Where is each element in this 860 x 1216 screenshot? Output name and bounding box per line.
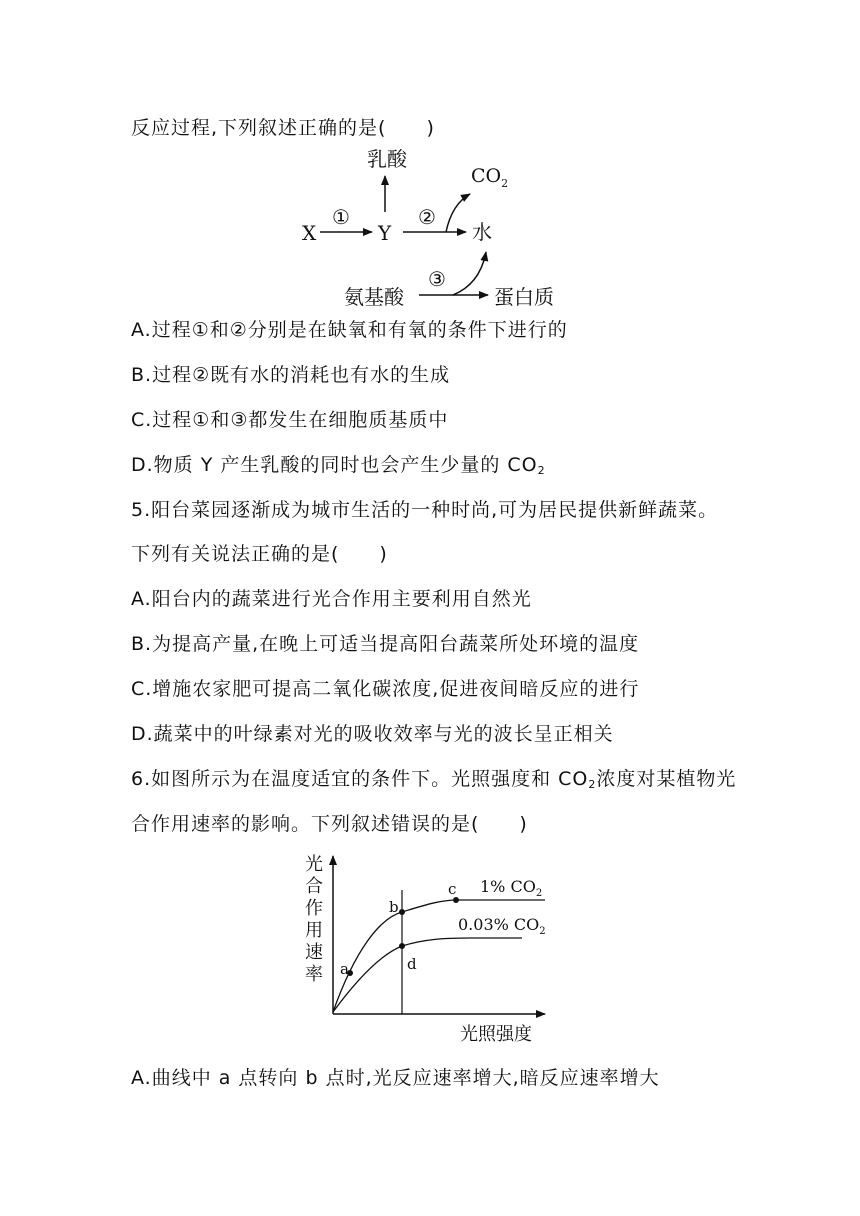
point-d-label: d <box>407 955 417 973</box>
lactic-acid-label: 乳酸 <box>367 147 407 171</box>
q6-stem-line1: 6.如图所示为在温度适宜的条件下。光照强度和 $CO_2$浓度对某植物光 <box>131 768 737 791</box>
co2-label: $CO_2$ <box>471 165 509 190</box>
y-axis-label-3: 作 <box>305 898 323 919</box>
q4-stem: 反应过程,下列叙述正确的是( ) <box>131 117 435 139</box>
y-label: Y <box>378 221 392 245</box>
y-axis-label-5: 速 <box>305 942 323 963</box>
y-axis-label-6: 率 <box>305 964 323 985</box>
point-d <box>399 943 405 949</box>
q4-option-c: C.过程①和③都发生在细胞质基质中 <box>131 409 449 431</box>
point-b-label: b <box>389 898 399 916</box>
amino-acid-label: 氨基酸 <box>344 285 404 309</box>
q4-option-d: D.物质 Y 产生乳酸的同时也会产生少量的 $CO_2$ <box>131 454 546 477</box>
q6-option-a: A.曲线中 a 点转向 b 点时,光反应速率增大,暗反应速率增大 <box>131 1067 660 1089</box>
water-label: 水 <box>472 220 492 244</box>
photosynthesis-chart <box>0 850 860 1050</box>
step-3-label: ③ <box>428 267 446 291</box>
q5-option-c: C.增施农家肥可提高二氧化碳浓度,促进夜间暗反应的进行 <box>131 678 640 700</box>
q5-stem-line2: 下列有关说法正确的是( ) <box>131 543 388 565</box>
metabolism-diagram <box>0 142 860 312</box>
point-a-label: a <box>340 960 349 978</box>
arrow-to-water <box>453 252 486 295</box>
point-b <box>399 909 405 915</box>
q6-stem-line2: 合作用速率的影响。下列叙述错误的是( ) <box>131 813 528 835</box>
protein-label: 蛋白质 <box>494 285 554 309</box>
series-low-label: 0.03% $CO_2$ <box>458 915 546 937</box>
point-c-label: c <box>448 880 457 898</box>
q4-option-b: B.过程②既有水的消耗也有水的生成 <box>131 364 451 386</box>
step-2-label: ② <box>418 205 436 229</box>
q5-option-d: D.蔬菜中的叶绿素对光的吸收效率与光的波长呈正相关 <box>131 723 614 745</box>
y-axis-label-1: 光 <box>305 854 323 875</box>
q4-option-a: A.过程①和②分别是在缺氧和有氧的条件下进行的 <box>131 319 568 341</box>
step-1-label: ① <box>332 205 350 229</box>
q5-stem-line1: 5.阳台菜园逐渐成为城市生活的一种时尚,可为居民提供新鲜蔬菜。 <box>131 499 719 521</box>
x-axis-label: 光照强度 <box>460 1024 532 1045</box>
x-label: X <box>302 221 317 245</box>
y-axis-label-2: 合 <box>305 876 323 897</box>
arrow-to-co2 <box>446 194 470 232</box>
q5-option-a: A.阳台内的蔬菜进行光合作用主要利用自然光 <box>131 588 532 610</box>
y-axis-label-4: 用 <box>305 920 323 941</box>
q5-option-b: B.为提高产量,在晚上可适当提高阳台蔬菜所处环境的温度 <box>131 633 640 655</box>
series-high-label: 1% $CO_2$ <box>480 877 543 899</box>
